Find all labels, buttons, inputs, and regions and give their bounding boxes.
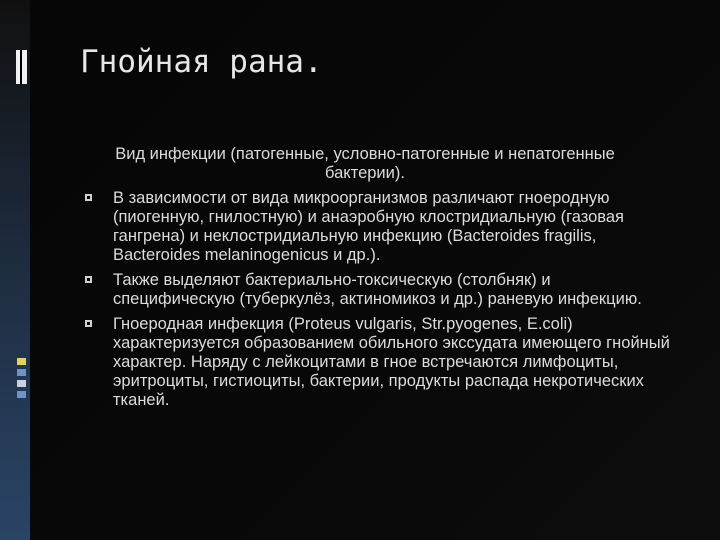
bullet-text-2: Также выделяют бактериально-токсическую (столбняк) и специфическую (туберкулёз, актиномикоз и др.) раневую инфекцию.	[113, 271, 642, 308]
bullet-square-icon	[85, 276, 92, 283]
deco-square-light-1	[17, 380, 26, 387]
bullet-text-3: Гноеродная инфекция (Proteus vulgaris, Str.pyogenes, E.coli) характеризуется образованием обильного экссудата имеющего гнойный характер. Наряду с лейкоцитами в гное встречаются лимфоциты, эритроциты, гистиоциты, бактерии, продукты распада некротических тканей.	[113, 315, 670, 409]
bullet-item-1	[85, 189, 675, 265]
bullet-item-3	[85, 315, 675, 410]
bullet-square-icon	[85, 194, 92, 201]
deco-square-blue-2	[17, 391, 26, 398]
slide-content	[85, 145, 675, 416]
slide-subtitle: Вид инфекции (патогенные, условно-патогенные и непатогенные бактерии).	[115, 145, 615, 182]
deco-square-yellow-1	[17, 358, 26, 365]
bullet-text-1: В зависимости от вида микроорганизмов различают гноеродную (пиогенную, гнилостную) и анаэробную клостридиальную (газовая гангрена) и неклостридиальную инфекцию (Bacteroides fragilis, Bacteroides melaninogenicus и др.).	[113, 189, 624, 264]
title-marker-gap	[20, 50, 22, 84]
bullet-item-2	[85, 271, 675, 309]
deco-square-blue-1	[17, 369, 26, 376]
slide-title: Гнойная рана.	[80, 44, 323, 80]
bullet-square-icon	[85, 320, 92, 327]
